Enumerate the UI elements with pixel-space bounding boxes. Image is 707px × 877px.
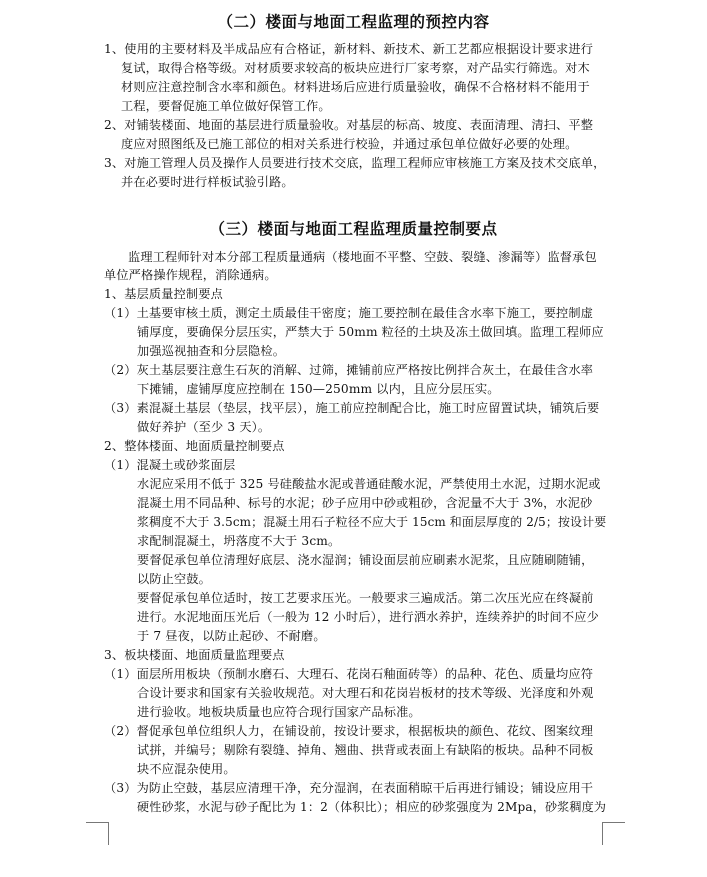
text-line: 并在必要时进行样板试验引路。: [121, 175, 294, 189]
text-line: 于 7 昼夜，以防止起砂、不耐磨。: [137, 629, 326, 643]
text-line: 求配制混凝土，坍落度不大于 3cm。: [137, 534, 341, 548]
page-corner-mark: [86, 822, 109, 845]
text-line: 以防止空鼓。: [137, 572, 212, 586]
text-line: 块不应混杂使用。: [137, 762, 236, 776]
text-line: 进行验收。地板块质量也应符合现行国家产品标准。: [137, 705, 421, 719]
text-line: 材则应注意控制含水率和颜色。材料进场后应进行质量验收，确保不合格材料不能用于: [121, 80, 590, 94]
text-line: 3、板块楼面、地面质量监理要点: [104, 648, 285, 662]
text-line: 合设计要求和国家有关验收规范。对大理石和花岗岩板材的技术等级、光泽度和外观: [137, 686, 594, 700]
text-line: 工程，要督促施工单位做好保管工作。: [121, 99, 331, 113]
text-line: （1）土基要审核土质，测定土质最佳干密度；施工要控制在最佳含水率下施工，要控制虚: [104, 306, 594, 320]
text-line: 要督促承包单位适时，按工艺要求压光。一般要求三遍成活。第二次压光应在终凝前: [137, 591, 594, 605]
text-line: 加强巡视抽查和分层隐检。: [137, 344, 286, 358]
text-line: 2、对铺装楼面、地面的基层进行质量验收。对基层的标高、坡度、表面清理、清扫、平整: [104, 118, 594, 132]
text-line: （2）灰土基层要注意生石灰的消解、过筛，摊铺前应严格按比例拌合灰土，在最佳含水率: [104, 363, 594, 377]
text-line: 单位严格操作规程，消除通病。: [104, 268, 277, 282]
text-line: （1）面层所用板块（预制水磨石、大理石、花岗石釉面砖等）的品种、花色、质量均应符: [104, 667, 594, 681]
text-line: 2、整体楼面、地面质量控制要点: [104, 439, 285, 453]
text-line: 要督促承包单位清理好底层、浇水湿润；铺设面层前应刷素水泥浆，且应随刷随铺，: [137, 553, 594, 567]
text-line: （1）混凝土或砂浆面层: [104, 458, 236, 472]
text-line: 试拼，并编号；剔除有裂缝、掉角、翘曲、拱背或表面上有缺陷的板块。品种不同板: [137, 743, 594, 757]
text-line: 3、对施工管理人员及操作人员要进行技术交底，监理工程师应审核施工方案及技术交底单，: [104, 156, 606, 170]
section-heading-2: （二）楼面与地面工程监理的预控内容: [217, 13, 490, 31]
text-line: 进行。水泥地面压光后（一般为 12 小时后），进行洒水养护，连续养护的时间不应少: [137, 610, 599, 624]
text-line: 度应对照图纸及已施工部位的相对关系进行校验，并通过承包单位做好必要的处理。: [121, 137, 578, 151]
text-line: 浆稠度不大于 3.5cm；混凝土用石子粒径不应大于 15cm 和面层厚度的 2/5；按设计要: [137, 515, 607, 529]
text-line: 铺厚度，要确保分层压实，严禁大于 50mm 粒径的土块及冻土做回填。监理工程师应: [137, 325, 604, 339]
text-line: （3）素混凝土基层（垫层，找平层），施工前应控制配合比，施工时应留置试块，铺筑后要: [104, 401, 600, 415]
text-line: （3）为防止空鼓，基层应清理干净，充分湿润，在表面稍晾干后再进行铺设；铺设应用干: [104, 781, 594, 795]
text-line: 硬性砂浆，水泥与砂子配比为 1：2（体积比）；相应的砂浆强度为 2Mpa，砂浆稠度为: [137, 800, 607, 814]
text-line: 复试，取得合格等级。对材质要求较高的板块应进行厂家考察，对产品实行筛选。对木: [121, 61, 590, 75]
page-corner-mark: [602, 822, 625, 845]
text-line: 1、基层质量控制要点: [104, 287, 223, 301]
section-heading-3: （三）楼面与地面工程监理质量控制要点: [209, 220, 498, 238]
text-line: （2）督促承包单位组织人力，在铺设前，按设计要求，根据板块的颜色、花纹、图案纹理: [104, 724, 594, 738]
text-line: 水泥应采用不低于 325 号硅酸盐水泥或普通硅酸水泥，严禁使用土水泥，过期水泥或: [137, 477, 601, 491]
text-line: 监理工程师针对本分部工程质量通病（楼地面不平整、空鼓、裂缝、渗漏等）监督承包: [128, 250, 597, 264]
text-line: 下摊铺，虚铺厚度应控制在 150—250mm 以内，且应分层压实。: [137, 382, 500, 396]
text-line: 1、使用的主要材料及半成品应有合格证，新材料、新技术、新工艺都应根据设计要求进行: [104, 42, 594, 56]
text-line: 做好养护（至少 3 天）。: [137, 420, 271, 434]
text-line: 混凝土用不同品种、标号的水泥；砂子应用中砂或粗砂，含泥量不大于 3%，水泥砂: [137, 496, 593, 510]
